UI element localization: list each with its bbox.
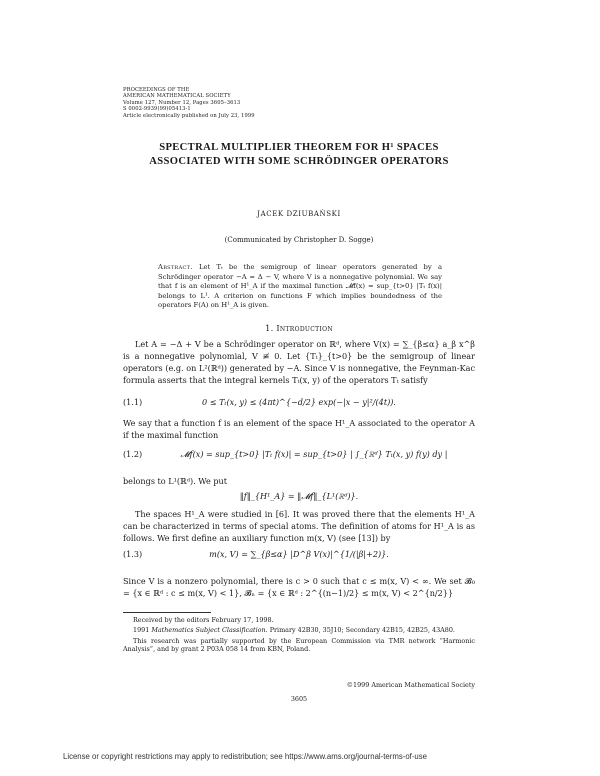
section-title: Introduction	[276, 323, 333, 333]
page-number: 3605	[290, 695, 308, 703]
equation-text: 0 ≤ Tₜ(x, y) ≤ (4πt)^{−d/2} exp(−|x − y|²/(4t)).	[202, 397, 396, 407]
footnote-support: This research was partially supported by the European Commission via TMR network “Harmonic Analysis”, and by grant 2 P03A 058 14 from KBN, Poland.	[123, 636, 475, 654]
body-paragraph	[123, 417, 475, 441]
footnote-divider	[123, 612, 211, 613]
equation-label: (1.2)	[123, 449, 143, 459]
abstract	[158, 263, 442, 311]
title-line: ASSOCIATED WITH SOME SCHRÖDINGER OPERATORS	[149, 156, 449, 167]
journal-line: Volume 127, Number 12, Pages 3605–3613	[123, 99, 241, 106]
equation-label: (1.1)	[123, 397, 143, 407]
equation-1-2	[123, 449, 475, 463]
journal-line: AMERICAN MATHEMATICAL SOCIETY	[123, 93, 231, 100]
equation-text: ‖f‖_{H¹_A} = ‖𝓜f‖_{L¹(ℝᵈ)}.	[239, 491, 359, 501]
body-paragraph	[123, 338, 475, 386]
equation-1-1	[123, 397, 475, 411]
footnote-received: Received by the editors February 17, 1998.	[133, 616, 274, 624]
equation-text: m(x, V) = ∑_{β≤α} |D^β V(x)|^{1/(|β|+2)}.	[209, 549, 389, 559]
msc-codes: Primary 42B30, 35J10; Secondary 42B15, 42B25, 43A80.	[269, 626, 455, 635]
paragraph-text: Since V is a nonzero polynomial, there is c > 0 such that c ≤ m(x, V) < ∞. We set 𝓑₀ = {x ∈ ℝᵈ : c ≤ m(x, V) < 1}, 𝓑ₙ = {x ∈ ℝᵈ : 2^{(n−1)/2} ≤ m(x, V) < 2^{n/2}}	[123, 576, 475, 598]
body-paragraph	[123, 508, 475, 544]
equation-label: (1.3)	[123, 549, 143, 559]
equation-text: 𝓜f(x) = sup_{t>0} |Tₜ f(x)| = sup_{t>0} | ∫_{ℝᵈ} Tₜ(x, y) f(y) dy |	[180, 449, 448, 459]
license-notice: License or copyright restrictions may apply to redistribution; see https://www.ams.org/journal-terms-of-use	[63, 752, 428, 761]
msc-label: Mathematics Subject Classification.	[151, 626, 268, 635]
footnote-msc	[123, 626, 475, 635]
section-number: 1.	[265, 323, 274, 333]
footnotes	[123, 616, 475, 656]
copyright-notice: ©1999 American Mathematical Society	[346, 681, 475, 689]
title-line: SPECTRAL MULTIPLIER THEOREM FOR H¹ SPACES	[159, 142, 439, 153]
paragraph-text: The spaces H¹_A were studied in [6]. It was proved there that the elements H¹_A can be characterized in terms of special atoms. The definition of atoms for H¹_A is as follows. We first define an auxiliary function m(x, V) (see [13]) by	[123, 509, 475, 543]
communicated-by: (Communicated by Christopher D. Sogge)	[224, 236, 374, 244]
section-heading	[123, 323, 475, 333]
paragraph-text: Let A = −Δ + V be a Schrödinger operator on ℝᵈ, where V(x) = ∑_{β≤α} a_β x^β is a nonnegative polynomial, V ≢ 0. Let {Tₜ}_{t>0} be the semigroup of linear operators (e.g. on L²(ℝᵈ)) generated by −A. Since V is nonnegative, the Feynman-Kac formula asserts that the integral kernels Tₜ(x, y) of the operators Tₜ satisfy	[123, 339, 475, 385]
equation-1-3	[123, 549, 475, 563]
body-paragraph	[123, 475, 475, 487]
journal-line: Article electronically published on July 23, 1999	[123, 112, 255, 119]
equation-norm	[123, 491, 475, 505]
journal-header	[123, 87, 255, 119]
abstract-label: Abstract.	[158, 263, 193, 271]
author-name: JACEK DZIUBAŃSKI	[257, 210, 341, 218]
body-paragraph	[123, 575, 475, 599]
abstract-text: Let Tₜ be the semigroup of linear operators generated by a Schrödinger operator −A = Δ − V, where V is a nonnegative polynomial. We say that f is an element of H¹_A if the maximal function 𝓜f(x) = sup_{t>0} |Tₜ f(x)| belongs to L¹. A criterion on functions F which implies boundedness of the operators F(A) on H¹_A is given.	[158, 263, 442, 310]
journal-line: S 0002-9939(99)05413-1	[123, 106, 191, 113]
msc-year: 1991	[133, 626, 150, 635]
journal-line: PROCEEDINGS OF THE	[123, 87, 190, 93]
paragraph-text: belongs to L¹(ℝᵈ). We put	[123, 476, 227, 486]
paragraph-text: We say that a function f is an element of the space H¹_A associated to the operator A if the maximal function	[123, 418, 475, 440]
paper-title	[123, 141, 475, 169]
